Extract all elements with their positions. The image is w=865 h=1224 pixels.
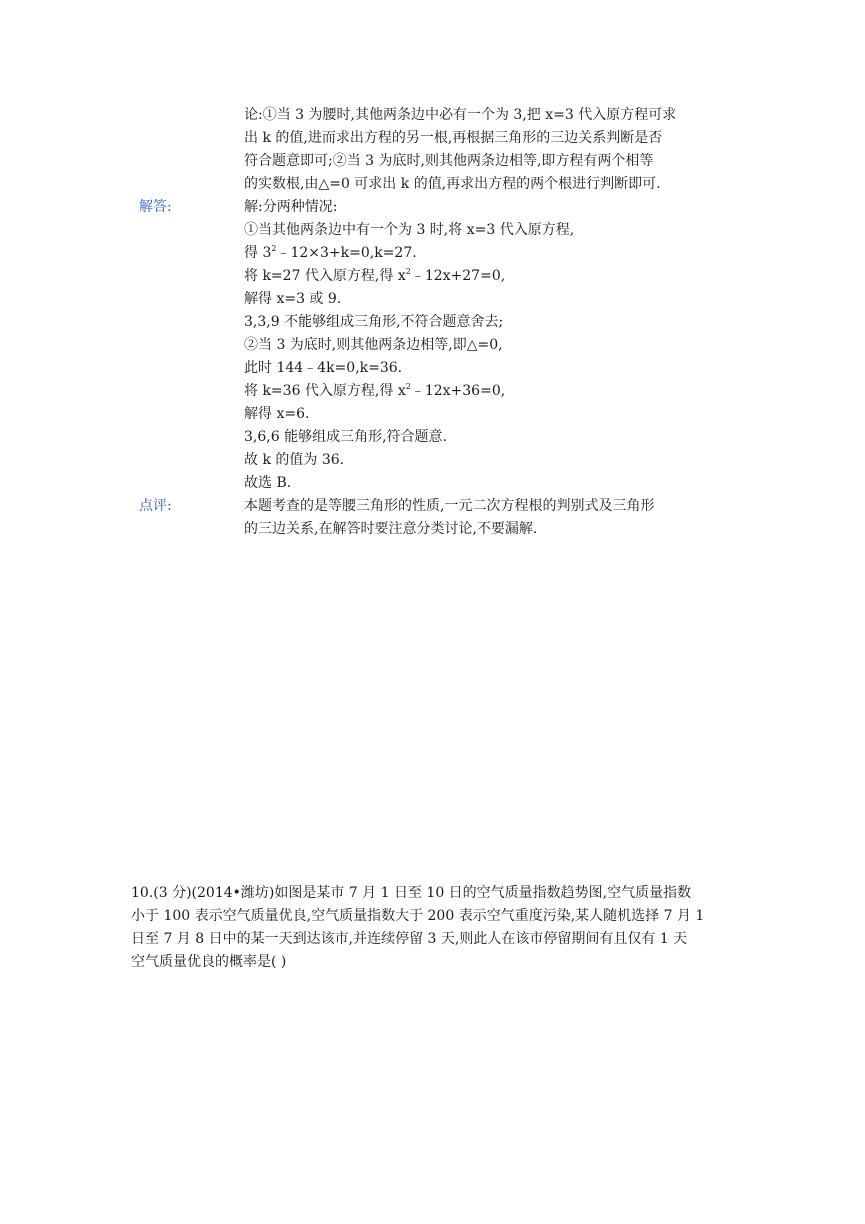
answer-line: 解得 x=6. <box>244 406 310 422</box>
answer-line: 3,3,9 不能够组成三角形,不符合题意舍去; <box>244 314 504 330</box>
answer-line: 故选 B. <box>244 475 292 491</box>
answer-line: 故 k 的值为 36. <box>244 452 345 468</box>
answer-line: 将 k=27 代入原方程,得 $x^2﹣12x+27=0$, <box>244 267 506 284</box>
analysis-line: 的实数根,由△=0 可求出 k 的值,再求出方程的两个根进行判断即可. <box>244 176 661 192</box>
question-10-line: 小于 100 表示空气质量优良,空气质量指数大于 200 表示空气重度污染,某人随机选择 7 月 1 <box>131 908 705 924</box>
answer-line: ②当 3 为底时,则其他两条边相等,即△=0, <box>244 337 503 353</box>
analysis-line: 论:①当 3 为腰时,其他两条边中必有一个为 3,把 x=3 代入原方程可求 <box>244 107 677 123</box>
analysis-line: 符合题意即可;②当 3 为底时,则其他两条边相等,即方程有两个相等 <box>244 153 654 169</box>
comment-line: 本题考查的是等腰三角形的性质,一元二次方程根的判别式及三角形 <box>244 498 655 514</box>
question-10-line: 10.(3 分)(2014•潍坊)如图是某市 7 月 1 日至 10 日的空气质量指数趋势图,空气质量指数 <box>131 885 692 901</box>
answer-line: 得 $3^2﹣12\times 3+k=0,k=27$. <box>244 244 417 261</box>
answer-line: ①当其他两条边中有一个为 3 时,将 x=3 代入原方程, <box>244 222 575 238</box>
analysis-line: 出 k 的值,进而求出方程的另一根,再根据三角形的三边关系判断是否 <box>244 130 663 146</box>
answer-label: 解答: <box>139 199 172 215</box>
answer-line: 将 k=36 代入原方程,得 $x^2﹣12x+36=0$, <box>244 382 506 399</box>
question-10-line: 空气质量优良的概率是( ) <box>131 954 287 970</box>
comment-label: 点评: <box>139 498 172 514</box>
answer-line: 3,6,6 能够组成三角形,符合题意. <box>244 429 447 445</box>
question-10-line: 日至 7 月 8 日中的某一天到达该市,并连续停留 3 天,则此人在该市停留期间有且仅有 1 天 <box>131 931 688 947</box>
answer-line: 解:分两种情况: <box>244 199 338 215</box>
answer-line: 解得 x=3 或 9. <box>244 291 342 307</box>
answer-line: 此时 144﹣4k=0,k=36. <box>244 360 403 376</box>
comment-line: 的三边关系,在解答时要注意分类讨论,不要漏解. <box>244 521 538 537</box>
